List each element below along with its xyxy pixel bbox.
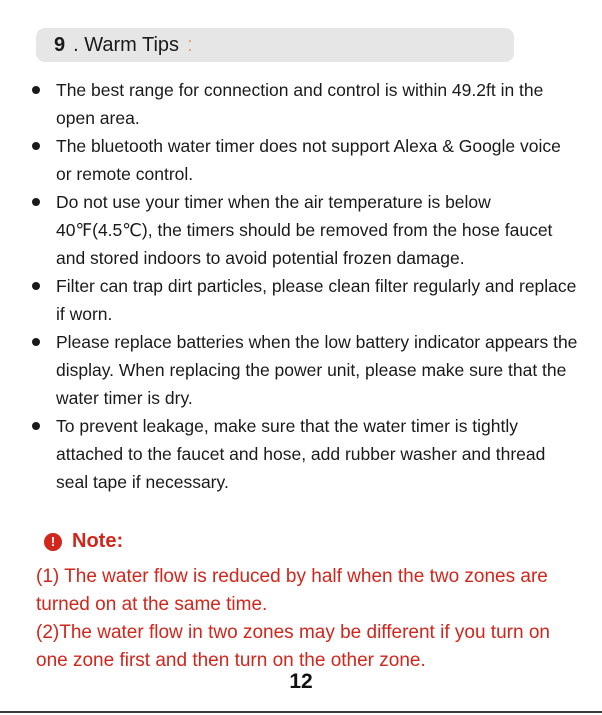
- bullet-icon: [32, 422, 40, 430]
- tip-item: [28, 328, 578, 412]
- tip-item: [28, 132, 578, 188]
- tip-text: The bluetooth water timer does not support Alexa & Google voice or remote control.: [56, 136, 561, 184]
- bullet-icon: [32, 282, 40, 290]
- note-title: Note:: [72, 530, 124, 552]
- tip-text: Filter can trap dirt particles, please clean filter regularly and replace if worn.: [56, 276, 577, 324]
- tip-text: Please replace batteries when the low battery indicator appears the display. When replacing the power unit, please make sure that the water timer is dry.: [56, 332, 578, 408]
- tip-item: [28, 412, 578, 496]
- tip-text: To prevent leakage, make sure that the water timer is tightly attached to the faucet and hose, add rubber washer and thread seal tape if necessary.: [56, 416, 546, 492]
- tip-item: [28, 76, 578, 132]
- section-title: . Warm Tips: [73, 33, 180, 56]
- tips-list: [28, 76, 578, 496]
- bullet-icon: [32, 142, 40, 150]
- bullet-icon: [32, 198, 40, 206]
- note-body: [36, 563, 581, 675]
- page-divider: [0, 711, 602, 713]
- tip-text: Do not use your timer when the air temperature is below 40℉(4.5℃), the timers should be removed from the hose faucet and stored indoors to avoid potential frozen damage.: [56, 192, 553, 268]
- exclamation-icon: !: [44, 533, 62, 551]
- note-heading: [44, 530, 123, 553]
- section-colon: :: [187, 33, 193, 56]
- page-number: 12: [289, 670, 313, 693]
- section-number: 9: [54, 33, 66, 56]
- note-line: (2)The water flow in two zones may be different if you turn on one zone first and then turn on the other zone.: [36, 622, 550, 671]
- note-line: (1) The water flow is reduced by half when the two zones are turned on at the same time.: [36, 566, 548, 615]
- tip-text: The best range for connection and control is within 49.2ft in the open area.: [56, 80, 544, 128]
- section-header: [36, 28, 514, 62]
- tip-item: [28, 272, 578, 328]
- tip-item: [28, 188, 578, 272]
- bullet-icon: [32, 338, 40, 346]
- bullet-icon: [32, 86, 40, 94]
